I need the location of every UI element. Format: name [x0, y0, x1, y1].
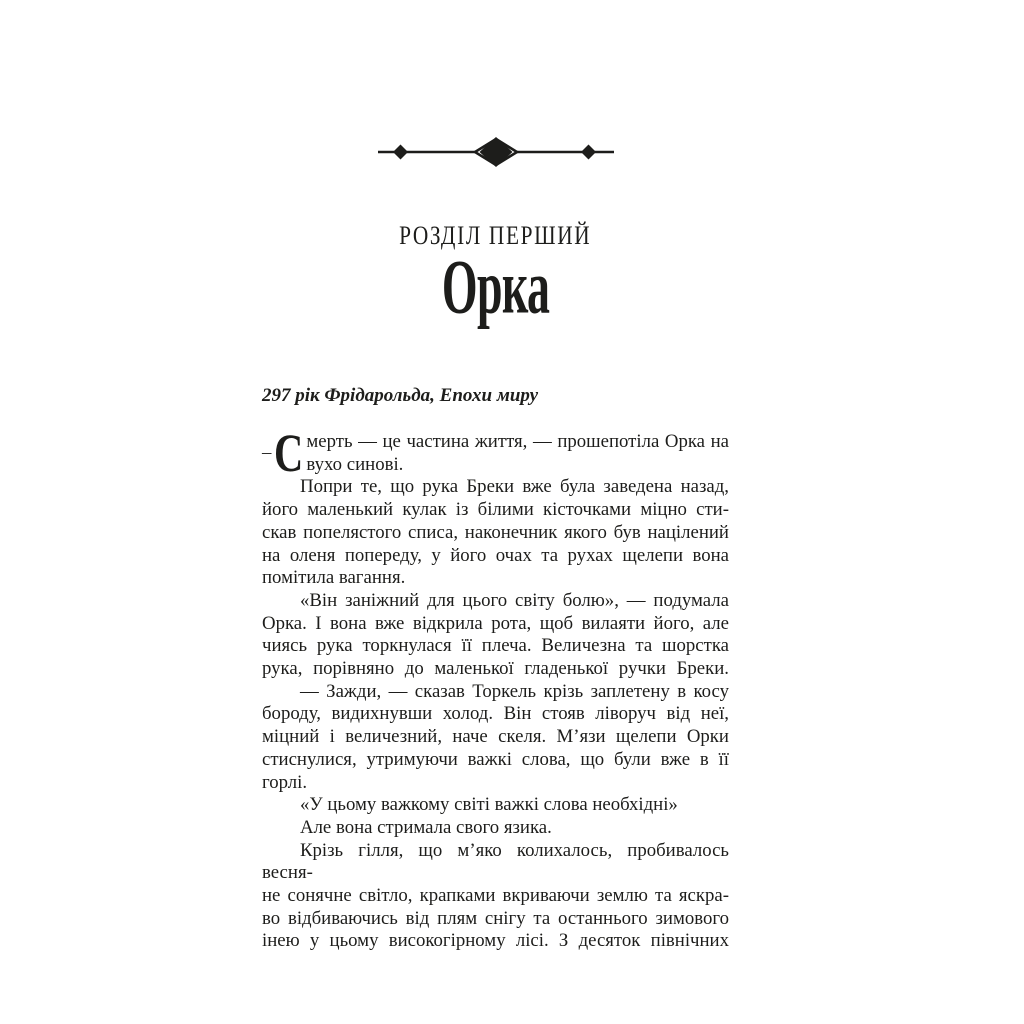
text-line: Попри те, що рука Бреки вже була заведена назад, [300, 476, 729, 498]
dialogue-dash: – [262, 442, 272, 464]
text-line: його маленький кулак із білими кісточками міцно сти- [262, 499, 729, 521]
text-column [262, 0, 729, 953]
chapter-kicker-label: РОЗДІЛ ПЕРШИЙ [399, 221, 592, 250]
chapter-title [262, 244, 729, 331]
text-line: рука, порівняно до маленької гладенької ручки Бреки. [262, 658, 729, 680]
text-line: не сонячне світло, крапками вкриваючи землю та яскра- [262, 885, 729, 907]
text-line: Орка. І вона вже відкрила рота, щоб вилаяти його, але [262, 612, 729, 634]
text-line: «У цьому важкому світі важкі слова необхідні» [300, 794, 678, 816]
text-line: во відбиваючись від плям снігу та останнього зимового [262, 907, 729, 929]
body-text [262, 423, 729, 953]
chapter-title-label: Орка [441, 244, 550, 331]
text-line: чиясь рука торкнулася її плеча. Величезна та шорстка [262, 635, 729, 657]
paragraph [262, 590, 729, 681]
text-line: скав попелястого списа, наконечник якого був націлений [262, 521, 729, 543]
dropcap-letter: С [274, 423, 304, 483]
text-line: — Зажди, — сказав Торкель крізь заплетену в косу [300, 680, 729, 702]
text-line: інею у цьому високогірному лісі. З десяток північних [262, 930, 729, 952]
epigraph: 297 рік Фрідарольда, Епохи миру [262, 385, 539, 406]
diamond-divider-ornament [378, 130, 614, 174]
small-diamond-right [581, 145, 596, 160]
text-line: Крізь гілля, що м’яко колихалось, пробивалось весня- [262, 839, 729, 884]
text-line: мерть — це частина життя, — прошепотіла Орка на [306, 431, 729, 452]
text-line: вухо синові. [306, 453, 404, 475]
paragraph [262, 794, 729, 817]
paragraph [262, 817, 729, 840]
dropcap-group [262, 423, 304, 483]
center-diamond [479, 137, 512, 167]
text-line: бороду, видихнувши холод. Він стояв ліворуч від неї, [262, 703, 729, 725]
text-line: помітила вагання. [262, 567, 406, 589]
paragraph [262, 476, 729, 590]
text-line: Але вона стримала свого язика. [300, 816, 552, 838]
text-line: міцний і величезний, наче скеля. М’язи щелепи Орки [262, 726, 729, 748]
text-line: горлі. [262, 771, 308, 793]
paragraph [262, 681, 729, 795]
text-line: на оленя попереду, у його очах та рухах щелепи вона [262, 544, 729, 566]
text-line: стиснулися, утримуючи важкі слова, що були вже в її [262, 748, 729, 770]
small-diamond-left [393, 145, 408, 160]
text-line: «Він заніжний для цього світу болю», — подумала [300, 589, 729, 611]
paragraph [262, 423, 729, 483]
paragraph [262, 840, 729, 954]
